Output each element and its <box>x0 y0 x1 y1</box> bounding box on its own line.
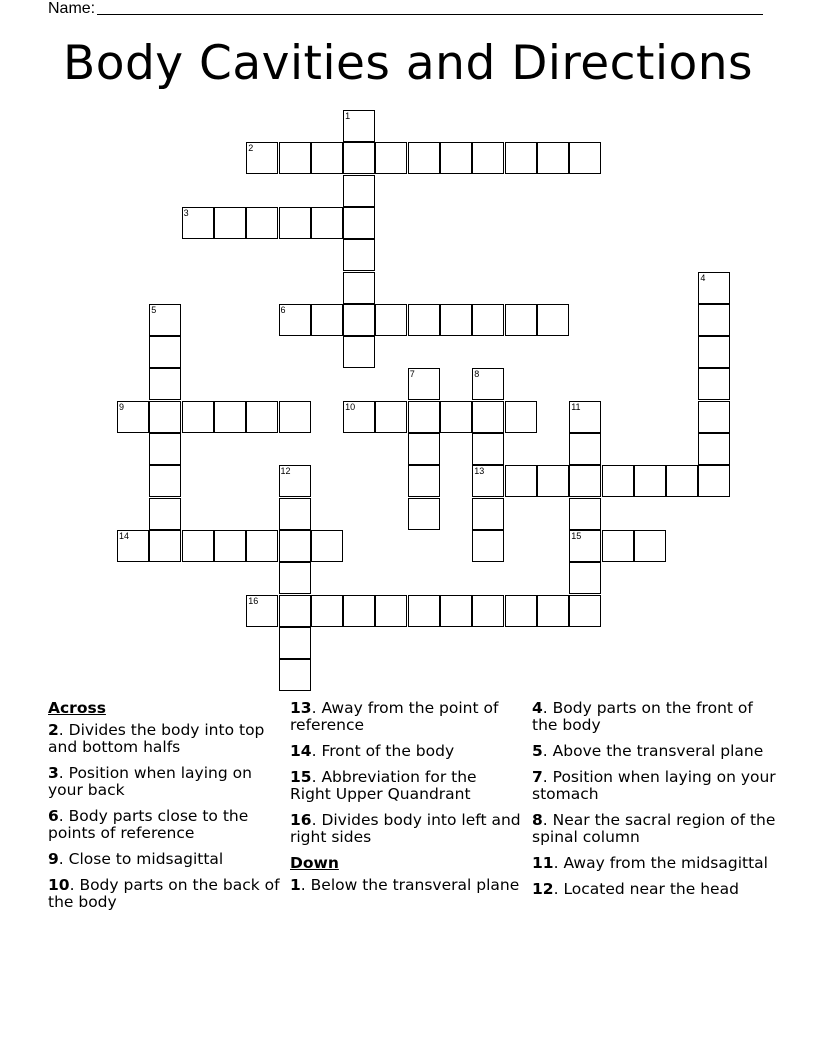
crossword-cell[interactable] <box>214 401 246 433</box>
crossword-cell[interactable] <box>246 401 278 433</box>
crossword-cell[interactable] <box>569 433 601 465</box>
crossword-cell[interactable] <box>311 530 343 562</box>
clue-across-13: 13. Away from the point of reference <box>290 699 499 734</box>
page-title: Body Cavities and Directions <box>62 36 754 91</box>
down-heading: Down <box>290 854 339 872</box>
crossword-cell[interactable] <box>408 142 440 174</box>
crossword-cell[interactable] <box>440 142 472 174</box>
crossword-cell[interactable] <box>311 142 343 174</box>
crossword-cell[interactable] <box>440 401 472 433</box>
crossword-cell[interactable] <box>343 175 375 207</box>
crossword-cell[interactable] <box>569 562 601 594</box>
crossword-cell[interactable] <box>698 304 730 336</box>
crossword-cell[interactable] <box>246 530 278 562</box>
name-label: Name: <box>48 0 96 17</box>
crossword-cell[interactable] <box>343 336 375 368</box>
crossword-cell[interactable] <box>440 304 472 336</box>
crossword-cell[interactable] <box>698 465 730 497</box>
clue-number: 8 <box>474 369 480 380</box>
crossword-cell[interactable] <box>472 498 504 530</box>
crossword-cell[interactable] <box>214 207 246 239</box>
crossword-cell[interactable] <box>279 659 311 691</box>
clue-down-11: 11. Away from the midsagittal <box>532 854 768 872</box>
crossword-cell[interactable] <box>569 498 601 530</box>
clue-number: 5 <box>151 304 157 315</box>
crossword-cell[interactable] <box>472 304 504 336</box>
clues-column-1 <box>48 700 280 920</box>
crossword-cell[interactable] <box>698 401 730 433</box>
crossword-cell[interactable] <box>537 304 569 336</box>
crossword-cell[interactable] <box>440 595 472 627</box>
crossword-cell[interactable] <box>343 401 375 433</box>
crossword-cell[interactable] <box>537 465 569 497</box>
crossword-cell[interactable] <box>375 142 407 174</box>
crossword-cell[interactable] <box>149 336 181 368</box>
crossword-cell[interactable] <box>634 465 666 497</box>
crossword-cell[interactable] <box>343 272 375 304</box>
crossword-cell[interactable] <box>569 595 601 627</box>
crossword-cell[interactable] <box>279 465 311 497</box>
clue-down-7: 7. Position when laying on your stomach <box>532 768 776 803</box>
crossword-cell[interactable] <box>149 401 181 433</box>
clue-across-6: 6. Body parts close to the points of reference <box>48 807 249 842</box>
crossword-cell[interactable] <box>149 530 181 562</box>
clue-number: 4 <box>700 272 706 283</box>
crossword-cell[interactable] <box>408 304 440 336</box>
clue-number: 7 <box>409 369 415 380</box>
clue-across-14: 14. Front of the body <box>290 742 455 760</box>
crossword-cell[interactable] <box>375 401 407 433</box>
clue-across-16: 16. Divides body into left and right sides <box>290 811 521 846</box>
crossword-cell[interactable] <box>537 142 569 174</box>
crossword-cell[interactable] <box>472 433 504 465</box>
crossword-cell[interactable] <box>698 336 730 368</box>
crossword-cell[interactable] <box>149 433 181 465</box>
crossword-cell[interactable] <box>279 401 311 433</box>
clue-number: 13 <box>474 466 485 477</box>
crossword-cell[interactable] <box>279 207 311 239</box>
crossword-cell[interactable] <box>537 595 569 627</box>
crossword-cell[interactable] <box>472 530 504 562</box>
crossword-cell[interactable] <box>279 595 311 627</box>
crossword-cell[interactable] <box>279 498 311 530</box>
crossword-cell[interactable] <box>311 304 343 336</box>
crossword-cell[interactable] <box>375 304 407 336</box>
crossword-cell[interactable] <box>214 530 246 562</box>
clue-number: 3 <box>183 207 189 218</box>
crossword-cell[interactable] <box>666 465 698 497</box>
crossword-cell[interactable] <box>149 304 181 336</box>
crossword-cell[interactable] <box>569 465 601 497</box>
clue-across-15: 15. Abbreviation for the Right Upper Quandrant <box>290 768 477 803</box>
crossword-cell[interactable] <box>279 142 311 174</box>
crossword-cell[interactable] <box>634 530 666 562</box>
crossword-cell[interactable] <box>505 304 537 336</box>
crossword-cell[interactable] <box>569 530 601 562</box>
crossword-cell[interactable] <box>408 401 440 433</box>
crossword-cell[interactable] <box>472 401 504 433</box>
crossword-cell[interactable] <box>182 207 214 239</box>
crossword-cell[interactable] <box>149 498 181 530</box>
clue-down-5: 5. Above the transveral plane <box>532 742 764 760</box>
crossword-cell[interactable] <box>472 465 504 497</box>
crossword-cell[interactable] <box>698 433 730 465</box>
crossword-cell[interactable] <box>343 595 375 627</box>
clue-number: 11 <box>571 401 581 412</box>
crossword-cell[interactable] <box>569 142 601 174</box>
crossword-cell[interactable] <box>472 595 504 627</box>
crossword-cell[interactable] <box>698 368 730 400</box>
crossword-cell[interactable] <box>505 595 537 627</box>
clue-number: 12 <box>280 466 291 477</box>
crossword-cell[interactable] <box>505 142 537 174</box>
crossword-cell[interactable] <box>182 401 214 433</box>
crossword-cell[interactable] <box>343 110 375 142</box>
crossword-cell[interactable] <box>246 207 278 239</box>
crossword-cell[interactable] <box>602 530 634 562</box>
clue-number: 6 <box>280 304 286 315</box>
crossword-cell[interactable] <box>408 498 440 530</box>
crossword-cell[interactable] <box>408 368 440 400</box>
crossword-cell[interactable] <box>408 595 440 627</box>
clue-number: 9 <box>119 401 125 412</box>
crossword-cell[interactable] <box>343 142 375 174</box>
crossword-cell[interactable] <box>375 595 407 627</box>
crossword-cell[interactable] <box>117 530 149 562</box>
clue-across-3: 3. Position when laying on your back <box>48 764 252 799</box>
clue-down-8: 8. Near the sacral region of the spinal column <box>532 811 776 846</box>
crossword-cell[interactable] <box>182 530 214 562</box>
crossword-cell[interactable] <box>505 401 537 433</box>
crossword-cell[interactable] <box>505 465 537 497</box>
clue-number: 15 <box>571 530 582 541</box>
across-heading: Across <box>48 699 106 717</box>
crossword-cell[interactable] <box>698 272 730 304</box>
clue-down-12: 12. Located near the head <box>532 880 739 898</box>
clue-number: 2 <box>248 143 254 154</box>
clue-number: 1 <box>345 111 351 121</box>
clue-number: 14 <box>119 530 130 541</box>
crossword-cell[interactable] <box>279 562 311 594</box>
clue-down-1: 1. Below the transveral plane <box>290 876 520 894</box>
crossword-cell[interactable] <box>472 142 504 174</box>
clue-across-10: 10. Body parts on the back of the body <box>48 876 280 911</box>
crossword-cell[interactable] <box>408 465 440 497</box>
crossword-cell[interactable] <box>311 207 343 239</box>
crossword-cell[interactable] <box>246 595 278 627</box>
clue-number: 10 <box>345 401 356 412</box>
crossword-cell[interactable] <box>472 368 504 400</box>
crossword-cell[interactable] <box>343 239 375 271</box>
crossword-cell[interactable] <box>279 530 311 562</box>
crossword-cell[interactable] <box>246 142 278 174</box>
clues-column-3 <box>532 700 782 907</box>
clues-column-2 <box>290 700 522 903</box>
clue-across-9: 9. Close to midsagittal <box>48 850 224 868</box>
clue-down-4: 4. Body parts on the front of the body <box>532 699 753 734</box>
crossword-cell[interactable] <box>149 368 181 400</box>
crossword-cell[interactable] <box>343 207 375 239</box>
crossword-cell[interactable] <box>311 595 343 627</box>
crossword-cell[interactable] <box>279 304 311 336</box>
crossword-cell[interactable] <box>343 304 375 336</box>
clue-across-2: 2. Divides the body into top and bottom halfs <box>48 721 265 756</box>
crossword-cell[interactable] <box>569 401 601 433</box>
crossword-cell[interactable] <box>149 465 181 497</box>
clue-number: 16 <box>248 595 259 606</box>
crossword-cell[interactable] <box>117 401 149 433</box>
crossword-cell[interactable] <box>602 465 634 497</box>
crossword-cell[interactable] <box>408 433 440 465</box>
crossword-cell[interactable] <box>279 627 311 659</box>
